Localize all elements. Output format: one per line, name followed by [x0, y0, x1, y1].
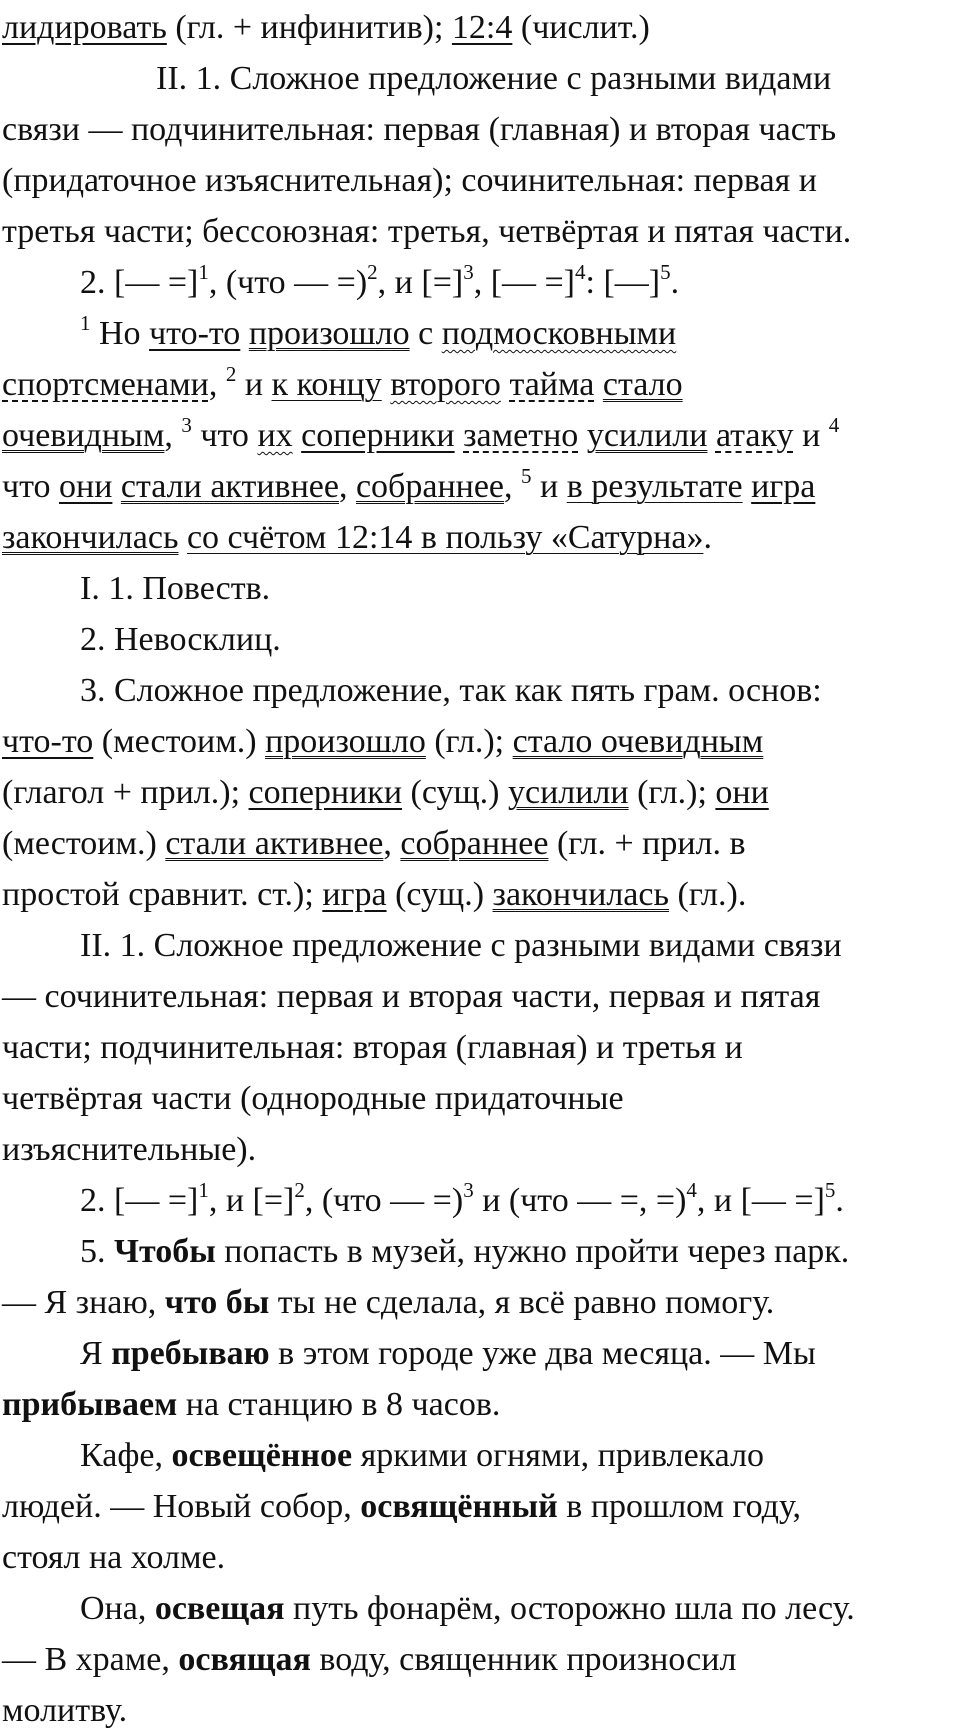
text-span: ,	[383, 825, 401, 862]
predicate-word: стало	[602, 366, 683, 403]
highlighted-word: освящая	[178, 1641, 311, 1678]
object-word: атаку	[715, 417, 794, 454]
text-span	[112, 468, 121, 505]
text-span: (местоим.)	[2, 825, 166, 862]
text-span: : [—]	[585, 264, 661, 301]
text-span: Она,	[80, 1590, 155, 1627]
text-span: I. 1. Повеств.	[80, 570, 271, 607]
text-span	[240, 315, 249, 352]
text-span: изъяснительные).	[2, 1131, 257, 1168]
adverbial-word: в результате	[566, 468, 743, 505]
text-span: 2. Невосклиц.	[80, 621, 281, 658]
text-span: простой сравнит. ст.);	[2, 876, 323, 913]
text-span: (гл.);	[425, 723, 513, 760]
text-line	[2, 206, 960, 257]
text-span: и	[793, 417, 829, 454]
predicate-word: очевидным	[2, 417, 165, 454]
text-span: Я	[80, 1335, 112, 1372]
text-line	[2, 512, 960, 563]
part-number: 3	[463, 1178, 474, 1202]
text-line	[2, 716, 960, 767]
part-number: 2	[294, 1178, 305, 1202]
text-span: третья части; бессоюзная: третья, четвёртая и пятая части.	[2, 213, 852, 250]
text-span: попасть в музей, нужно пройти через парк.	[215, 1233, 850, 1270]
predicate-word: усилили	[507, 774, 629, 811]
text-span: воду, священник произносил	[310, 1641, 737, 1678]
part-number: 4	[828, 413, 840, 437]
part-number: 1	[198, 1178, 209, 1202]
text-span: (гл.);	[628, 774, 716, 811]
text-span: , и [— =]	[696, 1182, 825, 1219]
attribute-word: второго	[390, 366, 501, 403]
text-line	[2, 53, 960, 104]
text-line	[2, 359, 960, 410]
part-number: 4	[575, 260, 586, 284]
text-span: — Я знаю,	[2, 1284, 165, 1321]
text-span: яркими огнями, привлекало	[352, 1437, 765, 1474]
text-span: путь фонарём, осторожно шла по лесу.	[284, 1590, 855, 1627]
predicate-word: собраннее	[355, 468, 505, 505]
text-span	[578, 417, 587, 454]
text-span: (сущ.)	[386, 876, 493, 913]
text-line	[2, 920, 960, 971]
text-span: .	[670, 264, 680, 301]
text-line	[2, 1583, 960, 1634]
subject-word: соперники	[248, 774, 403, 811]
text-line	[2, 410, 960, 461]
text-span: (гл.).	[669, 876, 747, 913]
predicate-word: закончилась	[2, 519, 179, 556]
text-span: .	[835, 1182, 844, 1219]
attribute-word: подмосковными	[441, 315, 677, 352]
text-span: , (что — =)	[208, 264, 368, 301]
highlighted-word: что бы	[164, 1284, 270, 1321]
subject-word: игра	[751, 468, 816, 505]
predicate-word: собраннее	[400, 825, 549, 862]
predicate-word: стали активнее	[165, 825, 384, 862]
text-span: в прошлом году,	[557, 1488, 802, 1525]
text-span: что	[2, 468, 60, 505]
text-span: (гл. + прил. в	[548, 825, 746, 862]
text-span: с	[409, 315, 442, 352]
text-line	[2, 1226, 960, 1277]
text-line	[2, 1073, 960, 1124]
text-line	[2, 1532, 960, 1583]
text-line	[2, 1379, 960, 1430]
part-number: 2	[367, 260, 378, 284]
text-span: четвёртая части (однородные придаточные	[2, 1080, 624, 1117]
part-number: 5	[660, 260, 671, 284]
adverbial-word: к концу	[271, 366, 382, 403]
highlighted-word: освящённый	[360, 1488, 558, 1525]
object-word: тайма	[509, 366, 595, 403]
text-span	[382, 366, 391, 403]
text-line	[2, 767, 960, 818]
text-line	[2, 308, 960, 359]
text-line	[2, 1022, 960, 1073]
object-word: спортсменами	[2, 366, 209, 403]
subject-word: что-то	[149, 315, 241, 352]
text-line	[2, 104, 960, 155]
text-line	[2, 563, 960, 614]
predicate-word: закончилась	[492, 876, 669, 913]
text-span: что	[191, 417, 258, 454]
adverbial-word: со счётом 12:14 в пользу «Сатурна»	[186, 519, 704, 556]
text-span: (местоим.)	[93, 723, 266, 760]
text-span: (придаточное изъяснительная); сочинительная: первая и	[2, 162, 817, 199]
subject-word: соперники	[301, 417, 455, 454]
highlighted-word: прибываем	[2, 1386, 178, 1423]
text-span: ,	[164, 417, 182, 454]
highlighted-word: освещая	[154, 1590, 285, 1627]
part-number: 2	[225, 362, 237, 386]
text-span	[743, 468, 752, 505]
text-span: II. 1. Сложное предложение с разными видами связи	[80, 927, 842, 964]
text-span	[178, 519, 187, 556]
predicate-word: произошло	[248, 315, 410, 352]
text-line	[2, 614, 960, 665]
predicate-word: стали активнее	[120, 468, 339, 505]
text-line	[2, 1277, 960, 1328]
text-span: на станцию в 8 часов.	[177, 1386, 501, 1423]
subject-word: что-то	[2, 723, 94, 760]
text-line	[2, 2, 960, 53]
text-span: 3. Сложное предложение, так как пять грам. основ:	[80, 672, 822, 709]
text-line	[2, 1124, 960, 1175]
part-number: 1	[198, 260, 209, 284]
attribute-word: их	[257, 417, 293, 454]
text-line	[2, 461, 960, 512]
part-number: 5	[824, 1178, 836, 1202]
predicate-word: усилили	[586, 417, 708, 454]
text-span: ,	[504, 468, 522, 505]
predicate-word: 12:4	[451, 9, 513, 46]
text-span	[293, 417, 302, 454]
text-span: ты не сделала, я всё равно помогу.	[269, 1284, 775, 1321]
text-span: , и [=]	[377, 264, 464, 301]
text-span: Кафе,	[80, 1437, 172, 1474]
text-span: молитву.	[2, 1692, 128, 1729]
predicate-word: стало очевидным	[512, 723, 764, 760]
text-span: — В храме,	[2, 1641, 179, 1678]
text-span: II. 1. Сложное предложение с разными видами	[156, 60, 832, 97]
text-line	[2, 155, 960, 206]
text-line	[2, 1685, 960, 1736]
part-number: 5	[521, 464, 532, 488]
text-line	[2, 818, 960, 869]
part-number: 1	[80, 311, 91, 335]
subject-word: игра	[322, 876, 387, 913]
text-span: людей. — Новый собор,	[2, 1488, 361, 1525]
text-span: (числит.)	[512, 9, 650, 46]
text-span: в этом городе уже два месяца. — Мы	[269, 1335, 816, 1372]
text-span	[707, 417, 716, 454]
sentence-scheme	[2, 1175, 960, 1226]
text-span: (сущ.)	[402, 774, 508, 811]
text-line	[2, 869, 960, 920]
text-span: и	[531, 468, 567, 505]
adverbial-word: заметно	[463, 417, 579, 454]
text-span: .	[703, 519, 712, 556]
predicate-word: лидировать	[2, 9, 167, 46]
text-line	[2, 1634, 960, 1685]
text-span: , (что — =)	[304, 1182, 464, 1219]
part-number: 3	[181, 413, 192, 437]
text-line	[2, 1481, 960, 1532]
text-line	[2, 971, 960, 1022]
text-span: (гл. + инфинитив);	[166, 9, 452, 46]
subject-word: они	[59, 468, 113, 505]
text-span: (глагол + прил.);	[2, 774, 249, 811]
text-span: 5.	[80, 1233, 114, 1270]
predicate-word: произошло	[265, 723, 426, 760]
text-span	[594, 366, 603, 403]
part-number: 4	[686, 1178, 697, 1202]
highlighted-word: Чтобы	[114, 1233, 216, 1270]
text-line	[2, 1430, 960, 1481]
text-span: — сочинительная: первая и вторая части, первая и пятая	[2, 978, 821, 1015]
text-span: , и [=]	[208, 1182, 295, 1219]
text-span: связи — подчинительная: первая (главная) и вторая часть	[2, 111, 837, 148]
text-span: ,	[338, 468, 356, 505]
text-line	[2, 665, 960, 716]
text-span: , [— =]	[473, 264, 576, 301]
text-span: и	[236, 366, 272, 403]
text-span: ,	[208, 366, 226, 403]
text-span: Но	[90, 315, 150, 352]
subject-word: они	[715, 774, 769, 811]
text-span: части; подчинительная: вторая (главная) и третья и	[2, 1029, 743, 1066]
highlighted-word: пребываю	[111, 1335, 270, 1372]
text-span: 2. [— =]	[80, 1182, 199, 1219]
text-line	[2, 1328, 960, 1379]
text-span: стоял на холме.	[2, 1539, 226, 1576]
sentence-scheme	[2, 257, 960, 308]
text-span	[455, 417, 464, 454]
text-span: и (что — =, =)	[473, 1182, 687, 1219]
text-span: 2. [— =]	[80, 264, 199, 301]
highlighted-word: освещённое	[171, 1437, 353, 1474]
part-number: 3	[463, 260, 474, 284]
